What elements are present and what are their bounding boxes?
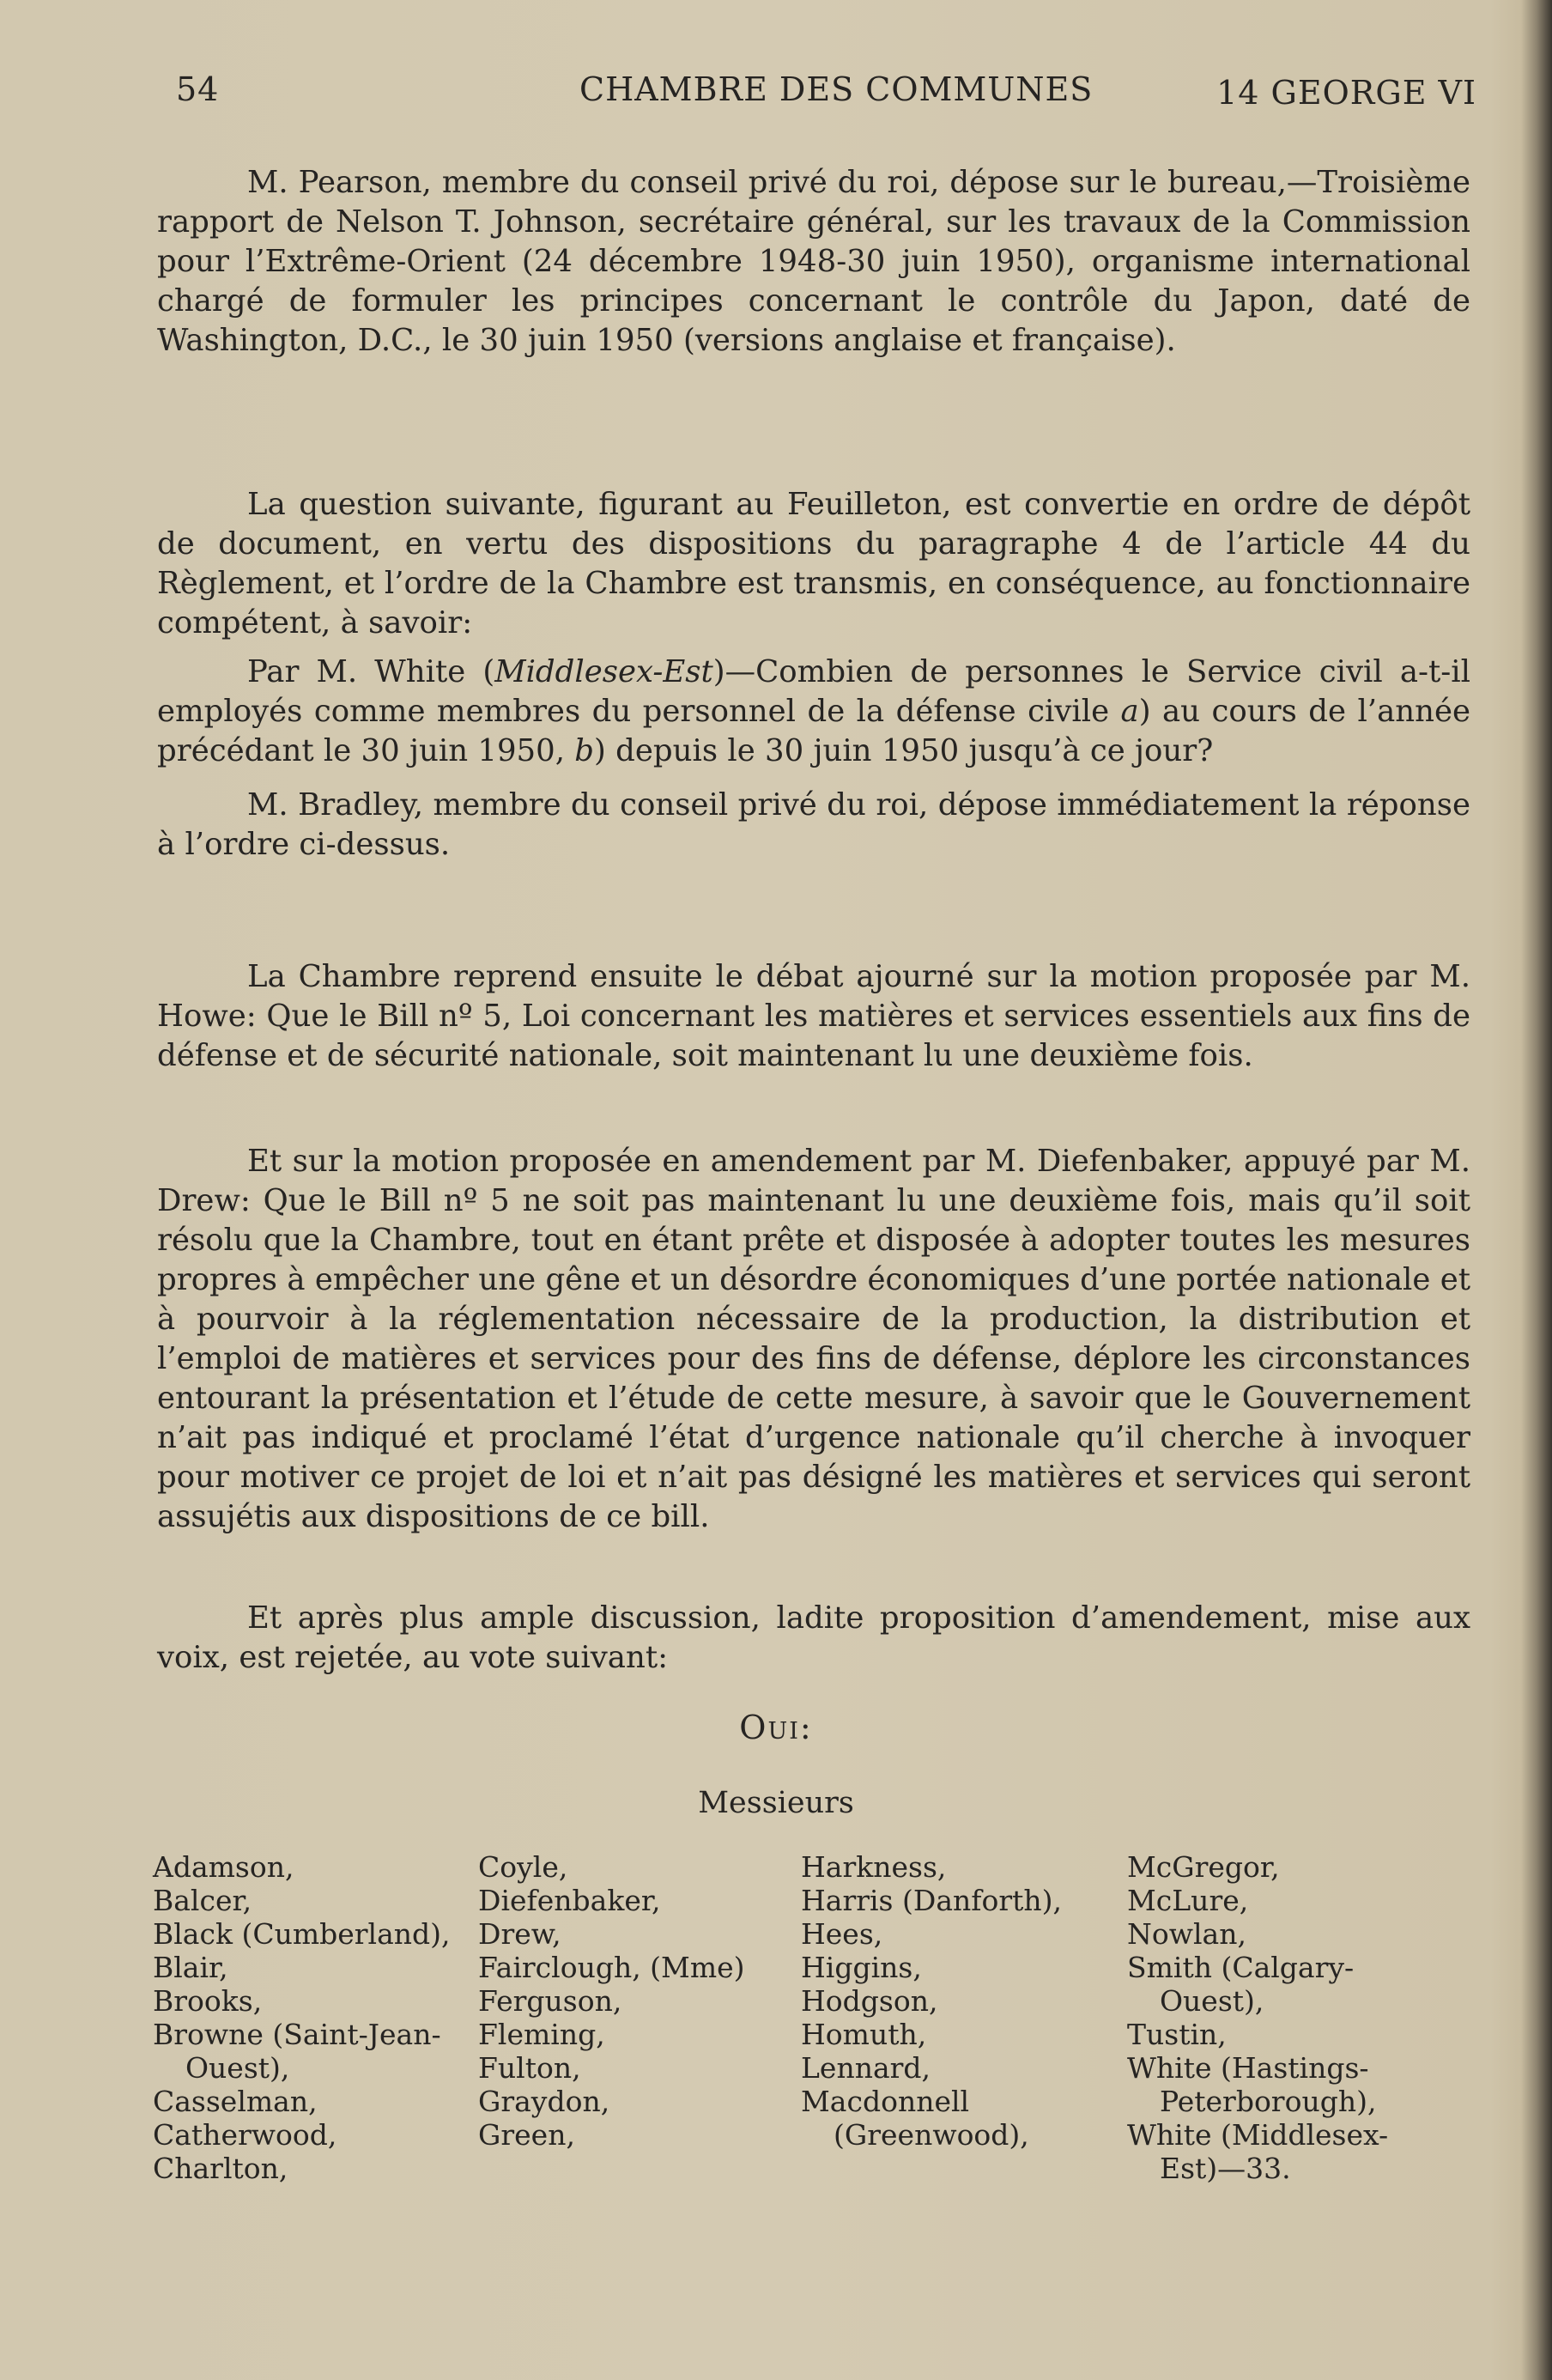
paragraph-amendment: Et sur la motion proposée en amendement par M. Diefenbaker, appuyé par M. Drew: Que le Bill nº 5 ne soit pas maintenant lu une deuxième fois, mais qu’il soit résolu que la Chambre, tout en étant prête et disposée à adopter toutes les mesures propres à empêcher une gêne et un désordre économiques d’une portée nationale et à pourvoir à la réglementation nécessaire de la production, la distribution et l’emploi de matières et services pour des fins de défense, déplore les circonstances entourant la présentation et l’étude de cette mesure, à savoir que le Gouvernement n’ait pas indiqué et proclamé l’état d’urgence nationale qu’il cherche à invoquer pour motiver ce projet de loi et n’ait pas désigné les matières et services qui seront assujétis aux dispositions de ce bill. [157,1144,1470,1534]
vote-column-1 [153,1850,479,2185]
member-name-continuation: Ouest), [185,2051,290,2085]
member-name-text: Harkness, [801,1850,947,1884]
member-name-text: Adamson, [153,1850,294,1884]
member-name-text: Hodgson, [801,1984,938,2018]
member-name [478,2018,804,2051]
member-name [478,1951,804,1984]
member-name [801,1951,1127,1984]
member-name-text: Harris (Danforth), [801,1884,1062,1917]
member-name [478,1984,804,2018]
member-name-text: White (Hastings- [1127,2051,1369,2085]
member-name-text: Balcer, [153,1884,252,1917]
member-name [1127,2051,1453,2118]
member-name [478,2051,804,2085]
paragraph-question-order: La question suivante, figurant au Feuilleton, est convertie en ordre de dépôt de document, en vertu des dispositions du paragraphe 4 de l’article 44 du Règlement, et l’ordre de la Chambre est transmis, en conséquence, au fonctionnaire compétent, à savoir: [157,487,1470,641]
member-name [801,2085,1127,2152]
question-end: ) depuis le 30 juin 1950 jusqu’à ce jour? [594,733,1214,768]
member-name [153,1917,479,1951]
member-name-text: Charlton, [153,2152,288,2185]
vote-subheading: Messieurs [698,1786,854,1820]
paragraph-bradley-answer: M. Bradley, membre du conseil privé du roi, dépose immédiatement la réponse à l’ordre ci-dessus. [157,787,1470,862]
page-number: 54 [176,70,220,108]
member-name-continuation: Est)—33. [1160,2152,1291,2185]
member-name-text: Smith (Calgary- [1127,1951,1355,1984]
running-title: CHAMBRE DES COMMUNES [579,70,1094,108]
member-name [153,1984,479,2018]
paragraph-pearson-report: M. Pearson, membre du conseil privé du roi, dépose sur le bureau,—Troisième rapport de Nelson T. Johnson, secrétaire général, sur les travaux de la Commission pour l’Extrême-Orient (24 décembre 1948-30 juin 1950), organisme international chargé de formuler les principes concernant le contrôle du Japon, daté de Washington, D.C., le 30 juin 1950 (versions anglaise et française). [157,165,1470,358]
member-name-text: Hees, [801,1917,883,1951]
page-header [176,70,1476,113]
member-name [801,2018,1127,2051]
member-name-text: Homuth, [801,2018,927,2051]
member-name [153,1850,479,1884]
paragraph-white-question [157,653,1470,771]
member-name-text: Higgins, [801,1951,922,1984]
member-name [153,1951,479,1984]
member-name-text: Nowlan, [1127,1917,1246,1951]
member-name-continuation: Peterborough), [1160,2085,1377,2118]
member-name [153,1884,479,1917]
member-name [801,1917,1127,1951]
member-name [1127,1850,1453,1884]
member-name [1127,1884,1453,1917]
vote-column-3 [801,1850,1127,2152]
regnal-year: 14 GEORGE VI [1216,74,1476,112]
member-name [478,1917,804,1951]
member-name-text: White (Middlesex- [1127,2118,1389,2152]
member-name [153,2018,479,2085]
member-name [801,1984,1127,2018]
member-name [478,2118,804,2152]
item-a-label: a [1120,694,1139,729]
member-name-text: Graydon, [478,2085,610,2118]
member-name-text: Casselman, [153,2085,318,2118]
member-name-text: Fulton, [478,2051,581,2085]
member-name [153,2118,479,2152]
member-name-continuation: (Greenwood), [834,2118,1029,2152]
member-name [153,2152,479,2185]
member-name-text: Brooks, [153,1984,263,2018]
paragraph-vote-result: Et après plus ample discussion, ladite proposition d’amendement, mise aux voix, est rejetée, au vote suivant: [157,1600,1470,1675]
riding-name: Middlesex-Est [494,654,713,689]
member-name [478,1850,804,1884]
member-name [1127,2018,1453,2051]
question-prefix: Par M. White ( [247,654,495,689]
member-name [153,2085,479,2118]
member-name-text: McGregor, [1127,1850,1280,1884]
member-name-text: Tustin, [1127,2018,1227,2051]
member-name-text: Macdonnell [801,2085,970,2118]
member-name [801,2051,1127,2085]
item-b-label: b [574,733,595,768]
member-name-continuation: Ouest), [1160,1984,1264,2018]
member-name [478,1884,804,1917]
member-name-text: Coyle, [478,1850,568,1884]
paragraph-debate-resumed: La Chambre reprend ensuite le débat ajourné sur la motion proposée par M. Howe: Que le Bill nº 5, Loi concernant les matières et services essentiels aux fins de défense et de sécurité nationale, soit maintenant lu une deuxième fois. [157,959,1470,1073]
member-name [801,1850,1127,1884]
question-text: )—Combien de personnes le Service civil a-t-il employés comme membres du personnel de la défense civile [157,654,1470,729]
member-name-text: Catherwood, [153,2118,337,2152]
member-name-text: Diefenbaker, [478,1884,661,1917]
vote-heading: Oui: [739,1709,813,1746]
question-text-2: ) au cours de l’année précédant le 30 juin 1950, [157,694,1471,768]
member-name-text: Drew, [478,1917,561,1951]
member-name-text: Lennard, [801,2051,931,2085]
member-name-text: Browne (Saint-Jean- [153,2018,441,2051]
vote-column-2 [478,1850,804,2152]
member-name-text: Green, [478,2118,575,2152]
vote-column-4 [1127,1850,1453,2185]
member-name-text: Black (Cumberland), [153,1917,451,1951]
member-name [1127,1917,1453,1951]
member-name-text: McLure, [1127,1884,1249,1917]
member-name [1127,1951,1453,2018]
member-name-text: Ferguson, [478,1984,622,2018]
member-name-text: Fleming, [478,2018,605,2051]
member-name-text: Blair, [153,1951,228,1984]
member-name-text: Fairclough, (Mme) [478,1951,745,1984]
member-name [1127,2118,1453,2185]
member-name [478,2085,804,2118]
member-name [801,1884,1127,1917]
